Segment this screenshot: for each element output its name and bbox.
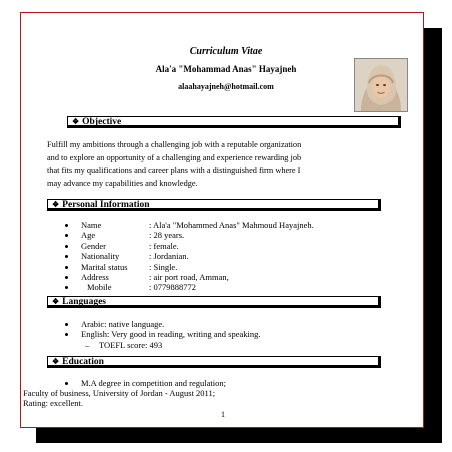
portrait-photo bbox=[354, 58, 408, 112]
degree-entry: M.A degree in competition and regulation; bbox=[81, 378, 226, 388]
bullet-icon bbox=[65, 255, 68, 258]
info-value: : air port road, Amman, bbox=[149, 271, 229, 282]
cv-page bbox=[20, 12, 424, 428]
bullet-icon bbox=[65, 333, 68, 336]
diamond-bullet-icon: ❖ bbox=[72, 117, 80, 126]
objective-line: that fits my qualifications and career plans with a distinguished firm where I bbox=[47, 166, 301, 175]
info-label: Age bbox=[81, 230, 96, 241]
objective-heading-text: Objective bbox=[82, 117, 122, 127]
personal-info-list bbox=[65, 220, 385, 293]
document-title: Curriculum Vitae bbox=[189, 46, 263, 57]
diamond-bullet-icon: ❖ bbox=[52, 357, 60, 366]
list-item bbox=[65, 282, 385, 292]
objective-line: may advance my capabilities and knowledge. bbox=[47, 179, 198, 188]
education-heading-text: Education bbox=[62, 357, 104, 367]
diamond-bullet-icon: ❖ bbox=[52, 297, 60, 306]
portrait-photo-image bbox=[355, 59, 407, 111]
objective-text bbox=[47, 138, 387, 190]
bullet-icon bbox=[65, 276, 68, 279]
info-value: : 28 years. bbox=[149, 230, 185, 241]
education-list bbox=[65, 378, 385, 388]
list-item bbox=[65, 220, 385, 230]
list-item bbox=[65, 262, 385, 272]
info-label: Address bbox=[81, 271, 109, 282]
bullet-icon bbox=[65, 234, 68, 237]
info-label: Name bbox=[81, 220, 102, 230]
list-item bbox=[65, 251, 385, 261]
languages-list bbox=[65, 319, 385, 350]
info-label: Nationality bbox=[81, 251, 120, 262]
info-label: Mobile bbox=[87, 282, 112, 293]
objective-line: and to explore an opportunity of a challenging and experience rewarding job bbox=[47, 153, 302, 162]
sub-list-item bbox=[65, 340, 385, 350]
diamond-bullet-icon: ❖ bbox=[52, 200, 60, 209]
list-item bbox=[65, 241, 385, 251]
education-faculty-line: Faculty of business, University of Jordan - August 2011; bbox=[23, 388, 216, 398]
objective-heading bbox=[67, 116, 401, 128]
info-value: : Single. bbox=[149, 261, 178, 272]
page-number: 1 bbox=[221, 410, 225, 419]
bullet-icon bbox=[65, 224, 68, 227]
toefl-score: TOEFL score: 493 bbox=[99, 339, 163, 350]
candidate-email: alaahayajneh@hotmail.com bbox=[178, 82, 274, 91]
education-heading bbox=[47, 356, 381, 368]
objective-line: Fulfill my ambitions through a challenging job with a reputable organization bbox=[47, 140, 302, 149]
bullet-icon bbox=[65, 286, 68, 289]
bullet-icon bbox=[65, 323, 68, 326]
bullet-icon bbox=[65, 245, 68, 248]
languages-heading-text: Languages bbox=[62, 297, 106, 307]
info-value: : Jordanian. bbox=[149, 251, 189, 262]
language-entry: English: Very good in reading, writing and speaking. bbox=[81, 329, 261, 340]
list-item bbox=[65, 329, 385, 339]
bullet-icon bbox=[65, 266, 68, 269]
languages-heading bbox=[47, 296, 381, 308]
info-value: : female. bbox=[149, 240, 179, 251]
dash-bullet-icon: – bbox=[85, 339, 90, 350]
list-item bbox=[65, 272, 385, 282]
personal-info-heading bbox=[47, 199, 381, 211]
list-item bbox=[65, 319, 385, 329]
info-label: Gender bbox=[81, 240, 107, 251]
info-label: Marital status bbox=[81, 261, 128, 272]
list-item bbox=[65, 378, 385, 388]
list-item bbox=[65, 230, 385, 240]
education-rating-line: Rating: excellent. bbox=[23, 398, 83, 408]
info-value: : 0779888772 bbox=[149, 282, 196, 293]
bullet-icon bbox=[65, 382, 68, 385]
personal-info-heading-text: Personal Information bbox=[62, 200, 150, 210]
info-value: : Ala'a "Mohammed Anas" Mahmoud Hayajneh. bbox=[149, 220, 314, 230]
candidate-name: Ala'a "Mohammad Anas" Hayajneh bbox=[155, 64, 297, 74]
language-entry: Arabic: native language. bbox=[81, 319, 165, 329]
